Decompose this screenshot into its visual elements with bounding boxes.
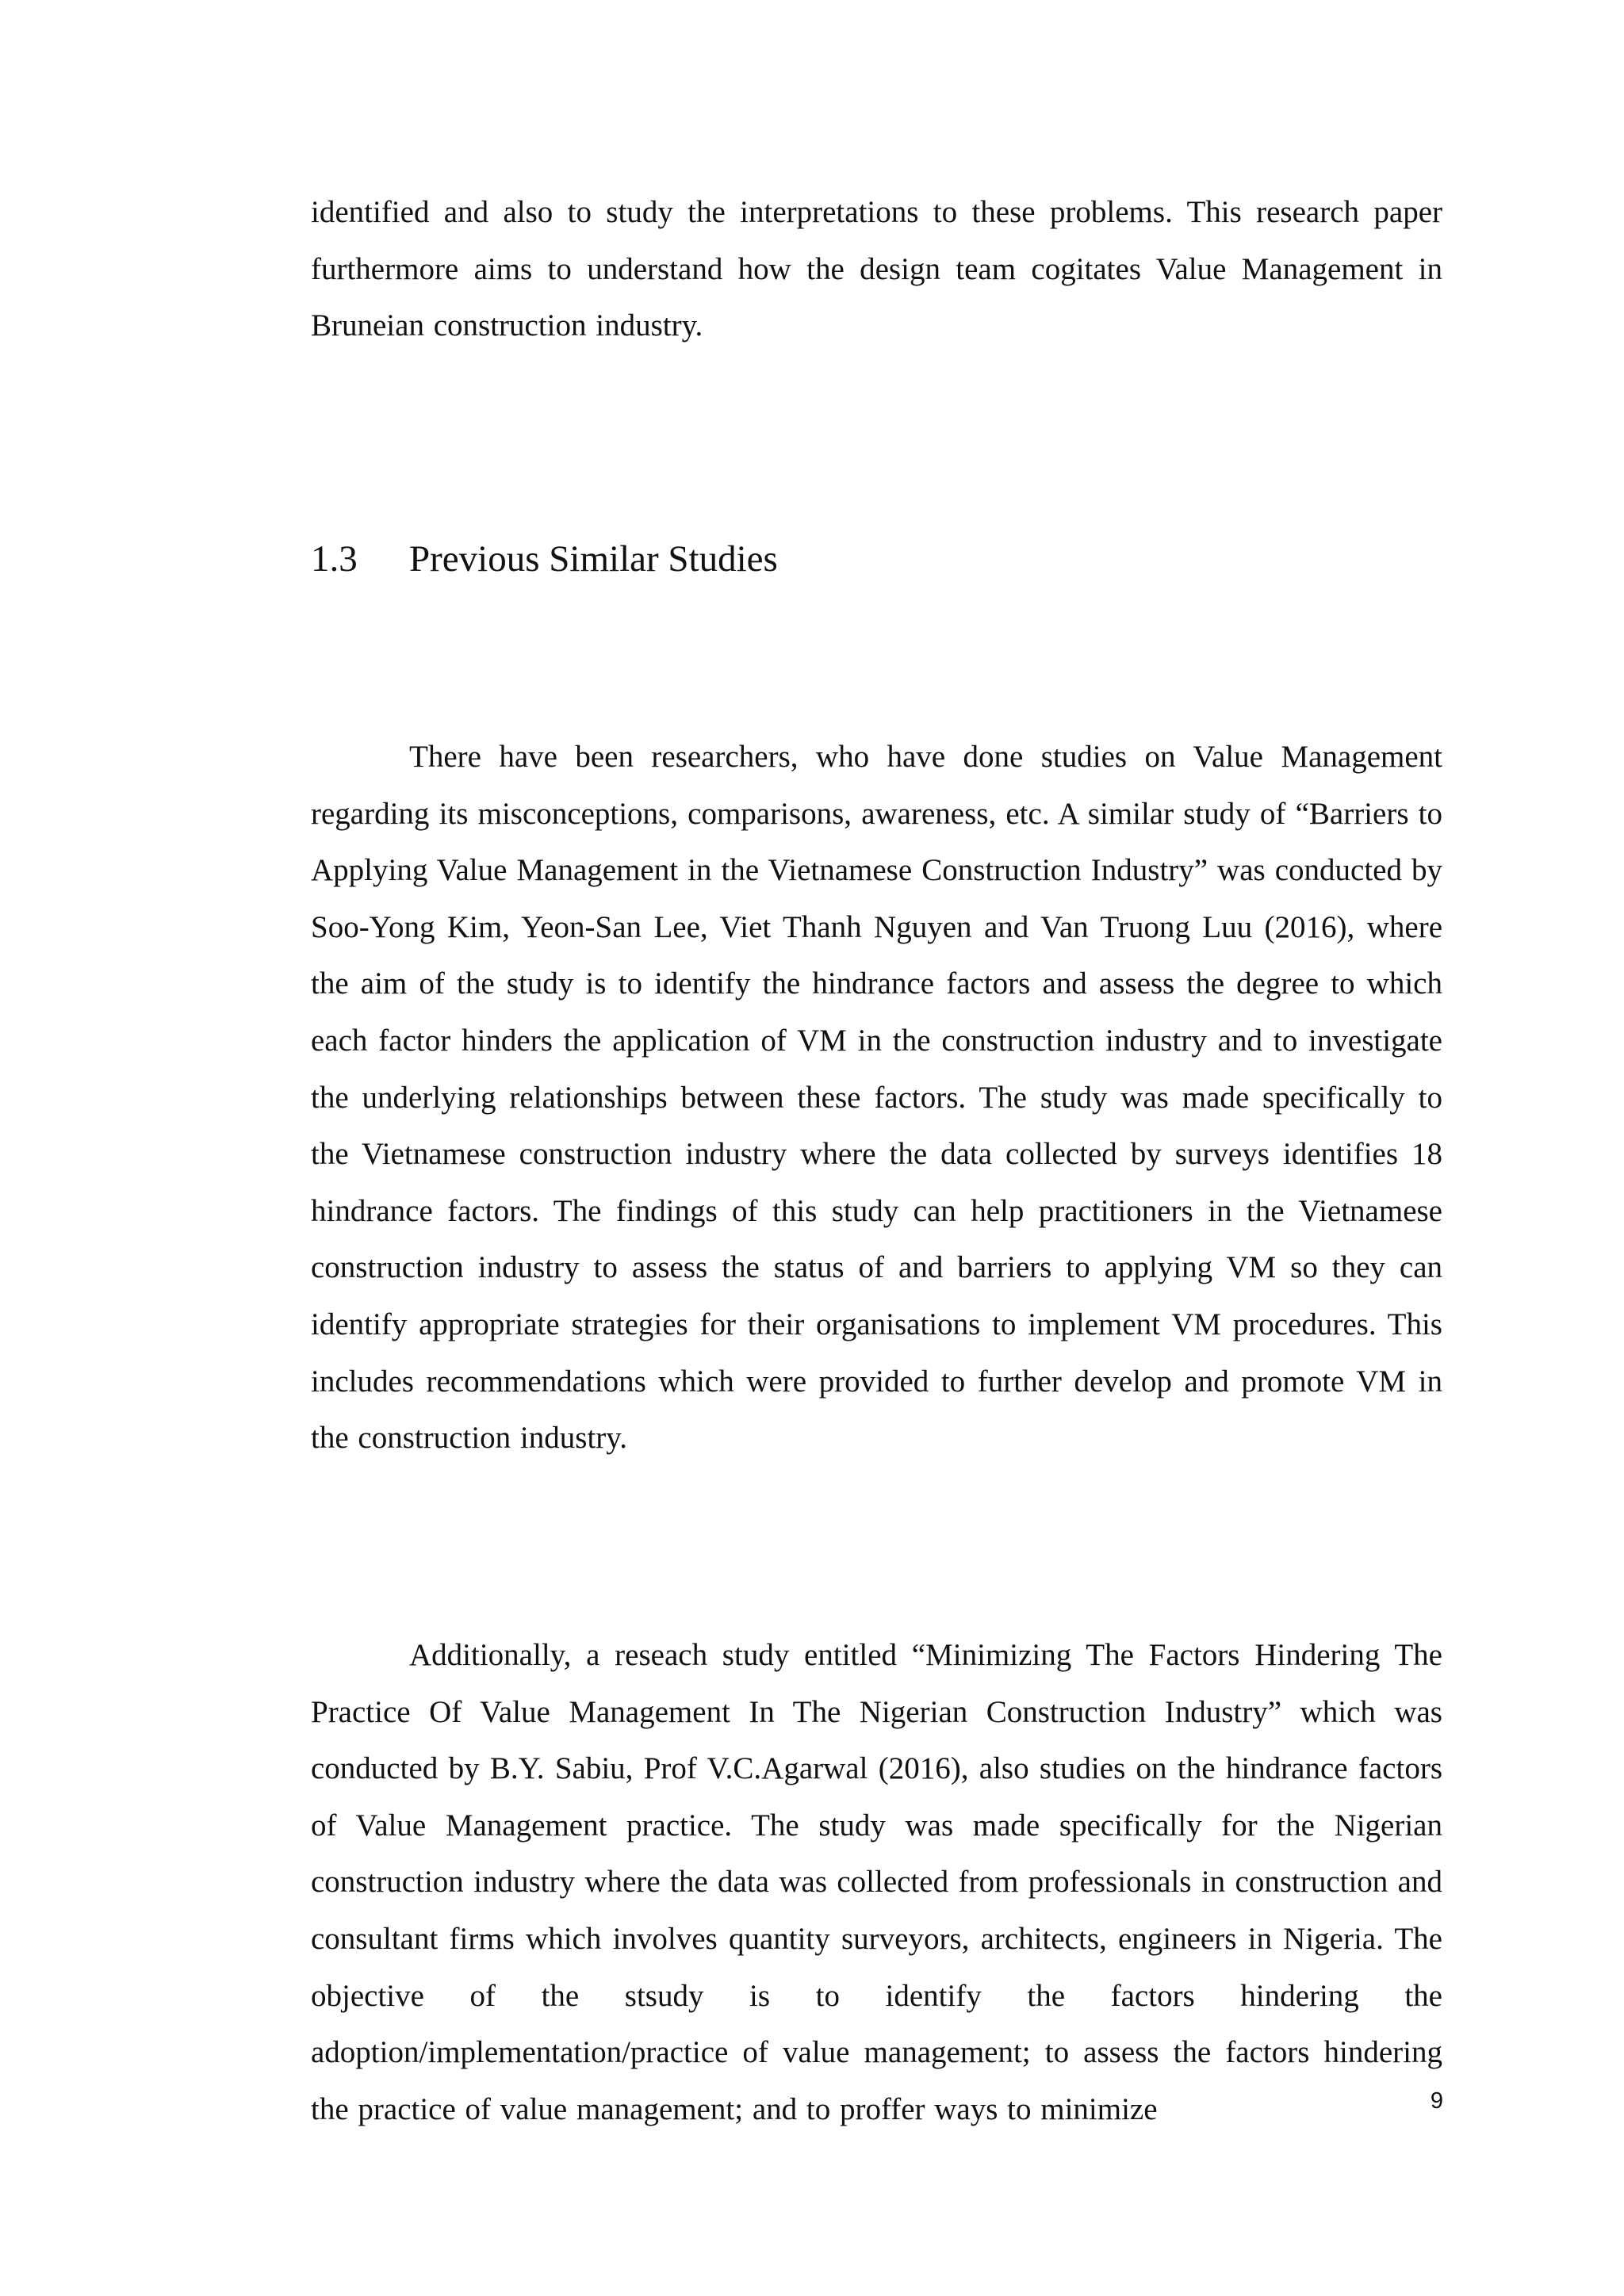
section-heading [311, 535, 778, 583]
body-paragraph-previous-studies: There have been researchers, who have done studies on Value Management regarding its misconceptions, comparisons, awareness, etc. A similar study of “Barriers to Applying Value Management in the Vietnamese Construction Industry” was conducted by Soo-Yong Kim, Yeon-San Lee, Viet Thanh Nguyen and Van Truong Luu (2016), where the aim of the study is to identify the hindrance factors and assess the degree to which each factor hinders the application of VM in the construction industry and to investigate the underlying relationships between these factors. The study was made specifically to the Vietnamese construction industry where the data collected by surveys identifies 18 hindrance factors. The findings of this study can help practitioners in the Vietnamese construction industry to assess the status of and barriers to applying VM so they can identify appropriate strategies for their organisations to implement VM procedures. This includes recommendations which were provided to further develop and promote VM in the construction industry. [311, 740, 1442, 1456]
body-paragraph-nigerian-study: Additionally, a reseach study entitled “Minimizing The Factors Hindering The Practice Of Value Management In The Nigerian Construction Industry” which was conducted by B.Y. Sabiu, Prof V.C.Agarwal (2016), also studies on the hindrance factors of Value Management practice. The study was made specifically for the Nigerian construction industry where the data was collected from professionals in construction and consultant firms which involves quantity surveyors, architects, engineers in Nigeria. The objective of the stsudy is to identify the factors hindering the adoption/implementation/practice of value management; to assess the factors hindering the practice of value management; and to proffer ways to minimize [311, 1638, 1442, 2126]
body-paragraph-continuation: identified and also to study the interpretations to these problems. This research paper furthermore aims to understand how the design team cogitates Value Management in Bruneian construction industry. [311, 195, 1442, 343]
section-number: 1.3 [311, 538, 358, 580]
page-number: 9 [1430, 2088, 1443, 2114]
section-title: Previous Similar Studies [409, 538, 778, 580]
